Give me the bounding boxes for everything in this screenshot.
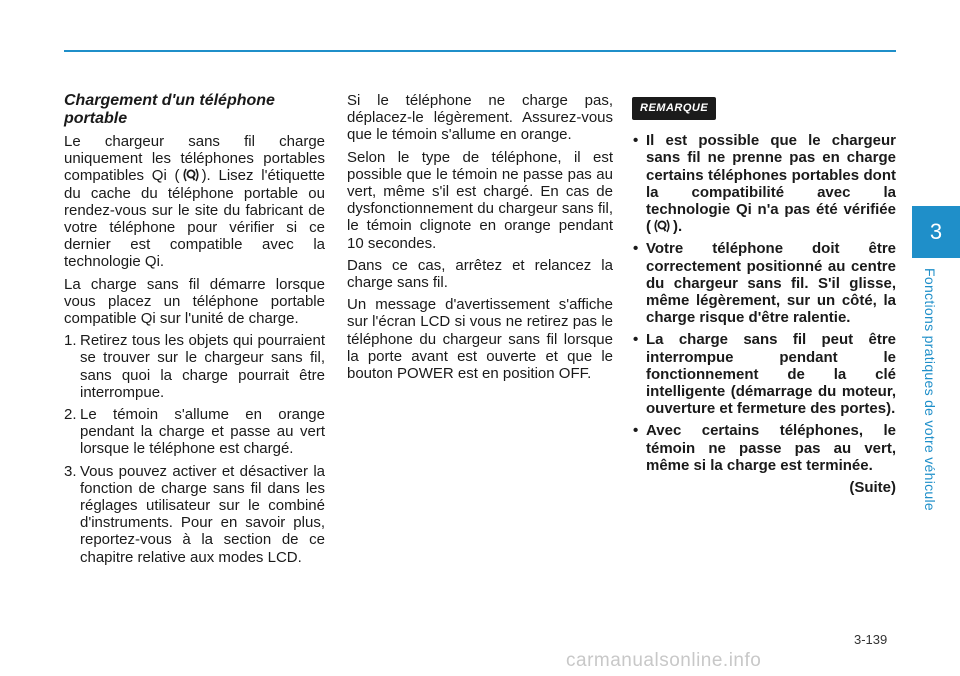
note-item (632, 331, 896, 417)
note-text-end: ). (673, 218, 683, 236)
column-middle (347, 92, 613, 387)
paragraph: Si le téléphone ne charge pas, déplacez-le légèrement. Assurez-vous que le témoin s'allume en orange. (347, 92, 613, 144)
page-number: 3-139 (854, 632, 888, 647)
section-heading: Chargement d'un téléphone portable (64, 92, 275, 127)
note-item (632, 132, 896, 235)
step-number: 1. (64, 332, 77, 350)
remarque-badge: REMARQUE (632, 97, 716, 120)
intro-paragraph (64, 133, 325, 271)
step-item (64, 406, 325, 458)
step-number: 3. (64, 462, 77, 480)
column-left (64, 92, 325, 571)
bullet-icon: • (633, 132, 639, 150)
steps-list (64, 332, 325, 566)
note-text-start: Il est possible que le chargeur sans fil ne prenne pas en charge certains téléphones portables dont la compatibilité avec la technologie Qi n'a pas été vérifiée ( (646, 132, 896, 236)
notes-list (632, 132, 896, 474)
paragraph: Dans ce cas, arrêtez et relancez la charge sans fil. (347, 256, 613, 292)
paragraph: Selon le type de téléphone, il est possible que le témoin ne passe pas au vert, même s'il est chargé. En cas de dysfonctionnement du chargeur sans fil, le témoin clignote en orange pendant 10 secondes. (347, 148, 613, 252)
charge-start-paragraph: La charge sans fil démarre lorsque vous placez un téléphone portable compatible Qi sur l'unité de charge. (64, 275, 325, 328)
continued-label: (Suite) (849, 479, 896, 497)
bullet-icon: • (633, 331, 639, 349)
note-text: Avec certains téléphones, le témoin ne passe pas au vert, même si la charge est terminée. (646, 422, 896, 474)
step-text: Vous pouvez activer et désactiver la fonction de charge sans fil dans les réglages utilisateur sur le combiné d'instruments. Pour en savoir plus, reportez-vous à la section de ce chapitre relative aux modes LCD. (80, 462, 325, 566)
chapter-tab: 3 (912, 206, 960, 258)
bullet-icon: • (633, 422, 639, 440)
bullet-icon: • (633, 240, 639, 258)
qi-icon (182, 167, 200, 183)
note-item (632, 422, 896, 474)
qi-icon (653, 218, 671, 234)
step-number: 2. (64, 406, 77, 424)
intro-text-start: Le chargeur sans fil charge uniquement les téléphones portables compatibles Qi ( (64, 133, 325, 185)
chapter-title: Fonctions pratiques de votre véhicule (922, 268, 938, 512)
top-rule (64, 50, 896, 52)
note-text: La charge sans fil peut être interrompue pendant le fonctionnement de la clé intelligente (démarrage du moteur, ouverture et fermeture des portes). (646, 331, 896, 418)
column-right (632, 92, 896, 496)
note-text: Votre téléphone doit être correctement positionné au centre du chargeur sans fil. S'il glisse, même légèrement, sur un côté, la charge risque d'être ralentie. (646, 240, 896, 327)
step-item (64, 332, 325, 401)
watermark: carmanualsonline.info (566, 650, 762, 671)
note-item (632, 240, 896, 326)
step-text: Retirez tous les objets qui pourraient se trouver sur le chargeur sans fil, sans quoi la charge pourrait être interrompue. (80, 332, 325, 401)
step-item (64, 463, 325, 566)
paragraph: Un message d'avertissement s'affiche sur l'écran LCD si vous ne retirez pas le téléphone du chargeur sans fil lorsque la porte avant est ouverte et que le bouton POWER est en position OFF. (347, 296, 613, 383)
step-text: Le témoin s'allume en orange pendant la charge et passe au vert lorsque le téléphone est chargé. (80, 406, 325, 458)
intro-text-end: ). Lisez l'étiquette du cache du téléphone portable ou rendez-vous sur le site du fabricant de votre téléphone pour vérifier si ce dernier est compatible avec la technologie Qi. (64, 167, 325, 271)
